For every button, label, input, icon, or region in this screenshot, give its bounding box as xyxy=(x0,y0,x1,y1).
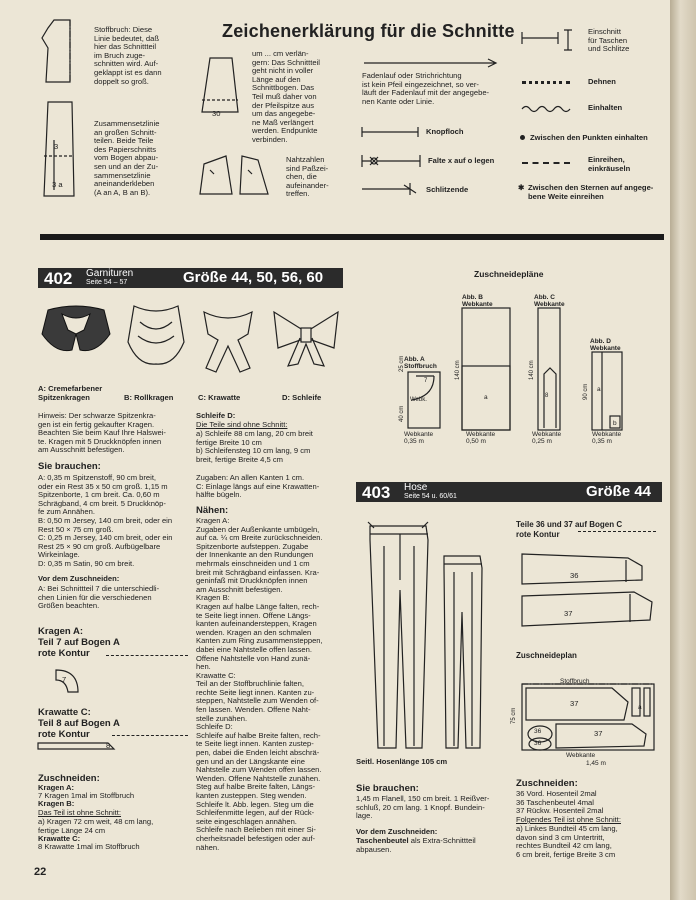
403-plan-37: 37 xyxy=(570,699,579,708)
legend-zwischen-sternen: Zwischen den Sternen auf angege- bene Weite einreihen xyxy=(528,183,654,201)
piece-37-label: 37 xyxy=(564,609,573,618)
403-plan-36a: 36 xyxy=(534,728,542,735)
legend-einreihen: Einreihen, einkräuseln xyxy=(588,155,631,173)
legend-fadenlauf-text: Fadenlauf oder Strichrichtung ist kein Pfeil eingezeichnet, so ver- läuft der Fadenlauf mit der angegebe- nen Kante oder Linie. xyxy=(362,71,490,106)
schlitzende-symbol xyxy=(360,182,420,196)
plan-a-webk: Webk. xyxy=(410,397,427,403)
fadenlauf-arrow xyxy=(362,58,502,68)
403-plan-title: Zuschneideplan xyxy=(516,651,577,660)
402-hinweis: Hinweis: Der schwarze Spitzenkra- gen ist ein fertig gekaufter Kragen. Beachten Sie beim Kauf Ihre Halswei- te. Kragen mit 5 Druckknöpfen innen am Ausschnitt befestigen. xyxy=(38,411,166,455)
einhalten-symbol xyxy=(520,104,576,114)
stern-symbol: ✱ xyxy=(518,183,525,192)
pieces-36-37-drawing xyxy=(518,550,658,628)
402-kragen-a: Kragen A: Teil 7 auf Bogen A rote Kontur xyxy=(38,626,120,659)
403-plan-webkante: Webkante xyxy=(566,752,596,759)
402-zuschneiden-1: Kragen A: xyxy=(38,783,75,792)
legend-zwischen-punkten: Zwischen den Punkten einhalten xyxy=(530,133,648,142)
piece-7-label: 7 xyxy=(62,675,67,684)
plan-a-piece: 7 xyxy=(424,378,428,384)
plan-d-drawing xyxy=(590,350,624,432)
plan-a-bottom: Webkante 0,35 m xyxy=(404,431,434,445)
403-sie-brauchen: 1,45 m Flanell, 150 cm breit. 1 Reißver- schluß, 20 cm lang. 1 Knopf. Bundein- lage. xyxy=(356,794,490,821)
plan-c-drawing xyxy=(536,306,562,432)
piece-36-label: 36 xyxy=(570,571,579,580)
403-plan-stoffbruch: Stoffbruch xyxy=(560,678,590,685)
403-caption: Seitl. Hosenlänge 105 cm xyxy=(356,757,448,766)
trousers-back-illustration xyxy=(440,552,486,752)
402-naehen: Kragen A: Zugaben der Außenkante umbügeln, auf ca. ¼ cm Breite zurückschneiden. Spitzenborte aufsteppen. Zugabe der Innenkante an den Rundungen mehrmals einschneiden und 1 cm breit mit Schrägband einfassen. Kra- geninfaß mit Druckknöpfen innen am Ausschnitt befestigen. Kragen B: Kragen auf halbe Länge falten, rech- te Seite liegt innen. Offene Längs- kanten aufeinandersteppen, Kragen wenden. Kragen an den schmalen Kanten zum Ring zusammensteppen, dabei eine Nahtstelle offen lassen. Offene Nahtstelle von Hand zunä- hen. Krawatte C: Teil an der Stoffbruchlinie falten, rechte Seite liegt innen. Kanten zu- steppen, Nahtstelle zum Wenden of- fen lassen. Wenden. Offene Naht- stelle zunähen. Schleife D: Schleife auf halbe Breite falten, rech- te Seite liegt innen. Kanten zustep- pen, dabei die Enden leicht abschrä- gen und an der Längskante eine Nahtstelle zum Wenden offen lassen. Wenden. Offene Nahtstelle zunähen. Steg auf halbe Breite falten, Längs- kanten zusteppen. Steg wenden. Schleife lt. Abb. legen. Steg um die Schleifenmitte legen, auf der Rück- seite eingeschlagen annähen. Schleife nach Belieben mit einer Si- cherheitsnadel befestigen oder auf- nähen. xyxy=(196,516,323,852)
page-edge xyxy=(670,0,696,900)
403-zuschneiden-u: Folgendes Teil ist ohne Schnitt: xyxy=(516,815,621,824)
legend-schlitzende: Schlitzende xyxy=(426,185,469,194)
schleife-illustration xyxy=(270,308,342,370)
page-number: 22 xyxy=(34,866,47,878)
402-sie-brauchen-heading: Sie brauchen: xyxy=(38,461,101,472)
403-teile: Teile 36 und 37 auf Bogen C rote Kontur xyxy=(516,520,623,539)
402-schleife: a) Schleife 88 cm lang, 20 cm breit fertige Breite 10 cm b) Schleifensteg 10 cm lang, 9 cm breit, fertige Breite 4,5 cm xyxy=(196,429,313,464)
403-zuschneiden: 36 Vord. Hosenteil 2mal 36 Taschenbeutel 4mal 37 Rückw. Hosenteil 2mal xyxy=(516,789,604,816)
section-402-pages: Seite 54 – 57 xyxy=(86,279,128,286)
403-vor xyxy=(356,837,506,854)
plan-c-head: Abb. C Webkante xyxy=(534,294,565,308)
plans-title: Zuschneidepläne xyxy=(474,269,544,279)
section-403-pages: Seite 54 u. 60/61 xyxy=(404,493,457,500)
plan-a-dim: 25 cm xyxy=(399,355,405,372)
punkt-symbol xyxy=(520,135,525,140)
section-402-title: Garnituren xyxy=(86,268,134,279)
403-sie-brauchen-heading: Sie brauchen: xyxy=(356,783,419,794)
piece-7-shape xyxy=(52,666,82,696)
fig-label-30: 30 xyxy=(212,109,221,118)
402-vor-heading: Vor dem Zuschneiden: xyxy=(38,574,120,583)
legend-title: Zeichenerklärung für die Schnitte xyxy=(222,21,515,41)
legend-einhalten: Einhalten xyxy=(588,103,623,112)
plan-b-piece: a xyxy=(484,394,488,401)
403-vor-text: als Extra-Schnittteil abpausen. xyxy=(356,836,476,854)
402-zuschneiden-4: Das Teil ist ohne Schnitt: xyxy=(38,808,122,817)
section-402-header xyxy=(38,268,343,288)
einreihen-symbol xyxy=(522,162,570,164)
403-plan-37b: 37 xyxy=(594,729,603,738)
403-zuschneiden-heading: Zuschneiden: xyxy=(516,778,578,789)
plan-d-dim: 90 cm xyxy=(583,383,589,400)
dehnen-symbol xyxy=(522,81,570,84)
spitzenkragen-illustration xyxy=(40,304,112,360)
403-zuschneiden-2: a) Linkes Bundteil 45 cm lang, davon sind 3 cm Untertritt, rechtes Bundteil 42 cm lang, 6 cm breit, fertige Breite 3 cm xyxy=(516,824,618,859)
section-403-title: Hose xyxy=(404,482,428,493)
403-teile-leader xyxy=(578,531,656,532)
403-plan-36b: 36 xyxy=(534,740,542,747)
plan-d-bottom: Webkante 0,35 m xyxy=(592,431,622,445)
plan-d-piece-b: b xyxy=(613,420,617,427)
402-zugaben: Zugaben: An allen Kanten 1 cm. C: Einlage längs auf eine Krawatten- hälfte bügeln. xyxy=(196,473,320,500)
402-schleife-heading: Schleife D: xyxy=(196,411,236,420)
section-402-number: 402 xyxy=(44,269,73,288)
403-vor-bold: Taschenbeutel xyxy=(356,836,409,845)
403-vor-heading: Vor dem Zuschneiden: xyxy=(356,827,438,836)
402-kragen-a-leader xyxy=(106,655,188,656)
plan-c-piece: 8 xyxy=(545,393,549,399)
legend-verlaengern-text: um ... cm verlän- gern: Das Schnittteil geht nicht in voller Länge auf den Schnittbogen. Das Teil muß daher von der Pfeilspitze aus um das angegebe- ne Maß verlängert werden. Endpunkte verbinden. xyxy=(252,49,320,144)
knopfloch-symbol xyxy=(360,126,420,138)
piece-8-label: 8 xyxy=(106,741,111,750)
legend-zusammensetz-text: Zusammensetzlinie an großen Schnitt- teilen. Beide Teile des Papierschnitts vom Bogen abpau- sen und an der Zu- sammensetzlinie aneinanderkleben (A an A, B an B). xyxy=(94,119,160,197)
item-label-d: D: Schleife xyxy=(282,393,322,402)
plan-a-dim2: 40 cm xyxy=(399,405,405,422)
403-plan-dim: 75 cm xyxy=(511,707,517,724)
402-zuschneiden-heading: Zuschneiden: xyxy=(38,773,100,784)
section-403-size: Größe 44 xyxy=(586,483,652,500)
section-403-number: 403 xyxy=(362,483,391,502)
402-zuschneiden-2: 7 Kragen 1mal im Stoffbruch xyxy=(38,791,135,800)
plan-a-head: Abb. A Stoffbruch xyxy=(404,356,437,370)
krawatte-illustration xyxy=(198,306,258,376)
nahtzahlen-figure xyxy=(196,150,276,200)
402-schleife-u: Die Teile sind ohne Schnitt: xyxy=(196,420,288,429)
plan-c-dim: 140 cm xyxy=(529,360,535,380)
legend-stoffbruch-text: Stoffbruch: Diese Linie bedeutet, daß hier das Schnittteil im Bruch zuge- schnitten wird. Auf- geklappt ist es dann doppelt so groß. xyxy=(94,25,162,86)
plan-d-head: Abb. D Webkante xyxy=(590,338,621,352)
item-label-a: A: Cremefarbener Spitzenkragen xyxy=(38,384,103,402)
falte-symbol xyxy=(360,152,422,170)
402-krawatte-c: Krawatte C: Teil 8 auf Bogen A rote Kontur xyxy=(38,707,120,740)
item-label-b: B: Rollkragen xyxy=(124,393,174,402)
section-403-header xyxy=(356,482,662,502)
plan-d-piece-a: a xyxy=(597,386,601,393)
402-zuschneiden-5: a) Kragen 72 cm weit, 48 cm lang, fertige Länge 24 cm xyxy=(38,817,154,835)
item-label-c: C: Krawatte xyxy=(198,393,241,402)
legend-dehnen: Dehnen xyxy=(588,77,616,86)
402-sie-brauchen: A: 0,35 m Spitzenstoff, 90 cm breit, oder ein Rest 35 x 50 cm groß. 1,15 m Spitzenborte, 1 cm breit. Ca. 0,60 m Schrägband, 4 cm breit. 5 Druckknöp- fe zum Annähen. B: 0,50 m Jersey, 140 cm breit, oder ein Rest 50 × 75 cm groß. C: 0,25 m Jersey, 140 cm breit, oder ein Rest 25 × 90 cm groß. Aufbügelbare Wirkeinlage. D: 0,35 m Satin, 90 cm breit. xyxy=(38,473,173,568)
plan-b-dim: 140 cm xyxy=(455,360,461,380)
legend-nahtzahlen-text: Nahtzahlen sind Paßzei- chen, die aufeinander- treffen. xyxy=(286,155,329,199)
section-divider xyxy=(40,234,664,240)
rollkragen-illustration xyxy=(124,302,188,368)
403-plan-a: a xyxy=(638,704,642,711)
402-zuschneiden-6: Krawatte C: xyxy=(38,834,81,843)
stoffbruch-figure xyxy=(40,18,74,88)
403-plan-len: 1,45 m xyxy=(586,760,606,767)
402-vor: A: Bei Schnittteil 7 die unterschiedli- chen Linien für die verschiedenen Größen beachten. xyxy=(38,584,160,611)
plan-b-drawing xyxy=(460,306,512,432)
legend-falte: Falte x auf o legen xyxy=(428,156,495,165)
plan-b-head: Abb. B Webkante xyxy=(462,294,493,308)
section-402-sizes: Größe 44, 50, 56, 60 xyxy=(183,269,324,286)
plan-b-bottom: Webkante 0,50 m xyxy=(466,431,496,445)
402-zuschneiden-7: 8 Krawatte 1mal im Stoffbruch xyxy=(38,842,140,851)
legend-knopfloch: Knopfloch xyxy=(426,127,464,136)
fig-label-3: 3 xyxy=(54,142,59,151)
legend-einschnitt: Einschnitt für Taschen und Schlitze xyxy=(588,27,630,54)
402-naehen-heading: Nähen: xyxy=(196,505,229,516)
plan-c-bottom: Webkante 0,25 m xyxy=(532,431,562,445)
trousers-front-illustration xyxy=(366,520,432,752)
402-krawatte-c-leader xyxy=(112,735,188,736)
402-zuschneiden-3: Kragen B: xyxy=(38,799,75,808)
einschnitt-symbol xyxy=(520,28,576,52)
fig-label-3a: 3 a xyxy=(52,180,63,189)
